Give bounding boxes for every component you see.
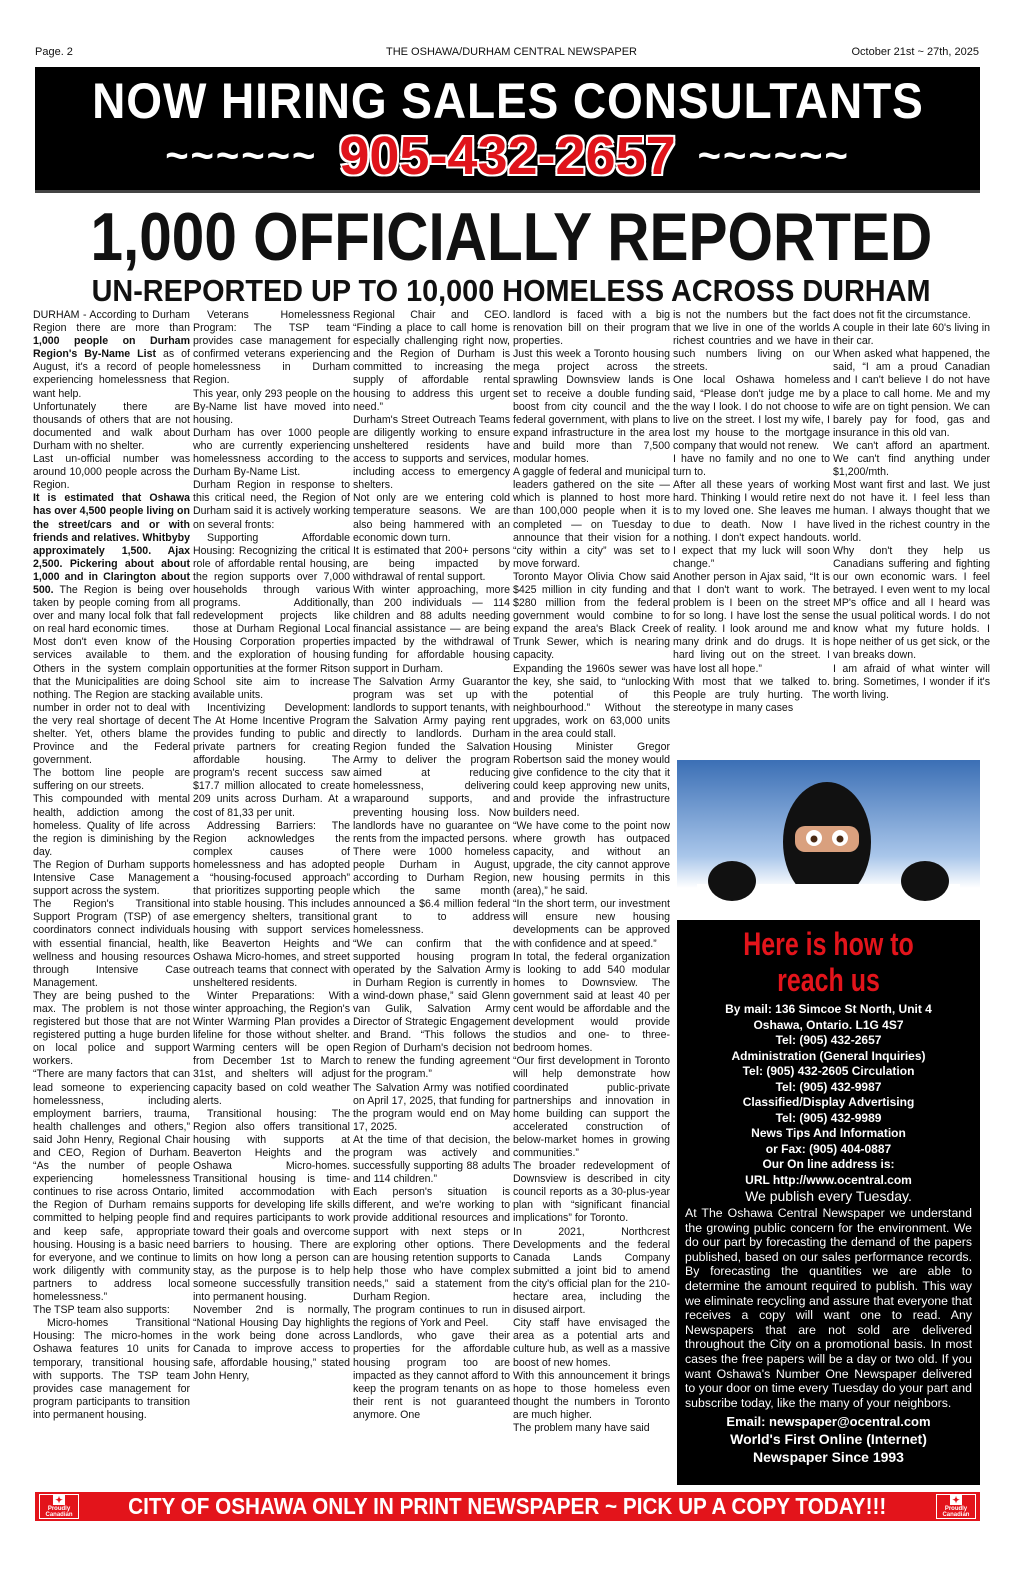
badge-text: Canadian [942,1512,970,1518]
paragraph-text: “In the short term, our investment will ensure new housing developments can be approved with confidence and at speed.” [513,898,670,950]
paragraph-text: They are being pushed to the max. The problem is not those registered but those that are not registered putting a huge burden on local police and support workers. [33,989,190,1068]
subheadline: UN-REPORTED UP TO 10,000 HOMELESS ACROSS DURHAM [92,273,931,308]
article-paragraph [673,453,830,479]
article-paragraph [33,898,190,990]
article-column-3 [353,309,510,1489]
article-paragraph [33,793,190,858]
paragraph-text: The problem many have said [513,1421,650,1434]
paragraph-text: Last un-official number was around 10,000 people across the Region. [33,453,190,492]
article-paragraph [193,479,350,531]
article-paragraph [833,309,990,322]
article-paragraph [353,1186,510,1304]
paragraph-text: Expanding the 1960s sewer was the key, she said, to “unlocking the potential of this neighbourhood.” Without the upgrades, work on 63,000 units in the area could stall. [513,662,670,740]
article-paragraph [353,938,510,1082]
maple-leaf-icon: ✦ [950,1495,962,1505]
publish-schedule: We publish every Tuesday. [745,1188,912,1204]
paragraph-text: The Region's Transitional Support Program (TSP) of ase coordinators connect individuals with essential financial, health, wellness and housing resources through Intensive Case Management. [33,898,190,989]
article-paragraph [513,663,670,742]
article-paragraph [33,309,190,401]
paragraph-text: landlord is faced with a big renovation bill on their program properties. [513,309,670,348]
article-paragraph [513,1226,670,1318]
hiring-text: NOW HIRING SALES CONSULTANTS [91,73,924,129]
article-paragraph [513,466,670,571]
hiring-phone: 905-432-2657 [339,126,676,186]
proudly-canadian-badge [39,1494,79,1519]
paragraph-text: Most want first and last. We just do not have it. I feel less than human. I always thought that we lived in the richest country in the world. [833,479,990,544]
article-paragraph [513,1317,670,1369]
article-paragraph [673,309,830,374]
paragraph-text: The Salvation Army Guarantor program was set up with landlords to support tenants, with the Salvation Army paying rent directly to landlords. Durham Region funded the Salvation Army to deliver the program aimed at reducing homelessness, delivering wraparound supports, and preventing housing loss. Now landlords have no guarantee on rents from the impacted persons. [353,675,510,845]
article-paragraph [513,348,670,466]
paragraph-text: Micro-homes Transitional Housing: The micro-homes in Oshawa features 10 units for temporary, transitional housing with supports. The TSP team provides case management for program participants to transition into permanent housing. [33,1317,190,1421]
article-paragraph [353,492,510,544]
page-number: Page. 2 [35,46,73,58]
contact-line: Tel: (905) 432-9987 [775,1079,882,1094]
paragraph-text: does not fit the circumstance. [833,309,971,321]
article-paragraph [833,440,990,479]
article-paragraph [513,741,670,820]
article-paragraph [193,1304,350,1383]
article-paragraph [833,348,990,440]
proudly-canadian-badge [936,1494,976,1519]
paragraph-text: Supporting Affordable Housing: Recognizing the critical role of affordable rental housing, the region supports over 7,000 households through various programs. Additionally, redevelopment projects like those at Durham Regional Local Housing Corporation properties and the exploration of housing opportunities at the former Ritson School site aim to increase available units. [193,531,350,701]
article-paragraph [513,1422,670,1435]
article-column-4 [513,309,670,1489]
article-paragraph [33,1304,190,1317]
paragraph-text: A gaggle of federal and municipal leaders gathered on the site — which is planned to host more than 100,000 people when it is completed — on Tuesday to announce that their vision for a “city within a city” was set to move forward. [513,466,670,570]
badge-text: Canadian [45,1512,73,1518]
article-paragraph [33,401,190,453]
paragraph-text: “Our first development in Toronto will help demonstrate how coordinated public-private partnerships and innovation in home building can support the accelerated construction of below-market homes in growing communities.” [513,1055,670,1159]
article-paragraph [353,545,510,584]
paragraph-text: The broader redevelopment of Downsview is described in city council reports as a 30-plus-year plan with “significant financial implications” for Toronto. [513,1160,670,1225]
article-paragraph [353,1082,510,1134]
paragraph-text: The Region of Durham supports Intensive Case Management support across the system. [33,858,190,898]
article-column-6 [833,309,990,754]
paragraph-text: Not only are we entering cold temperature seasons. We are also being hammered with an economic down turn. [353,492,510,544]
article-paragraph [513,1160,670,1225]
paragraph-text: This year, only 293 people on the By-Name list have moved into housing. [193,387,350,426]
article-paragraph [193,309,350,388]
article-paragraph [353,676,510,846]
article-paragraph [33,859,190,898]
paragraph-text: Durham Region in response to this critical need, the Region of Durham said it is actively working on several fronts: [193,479,350,531]
website-url[interactable]: URL http://www.ocentral.com [745,1172,912,1187]
paragraph-text: Addressing Barriers: The Region acknowledges the complex causes of homelessness and has adopted a “housing-focused approach” that prioritizes supporting people into stable housing. This includes emergency shelters, transitional housing with support services like Beaverton Heights and Oshawa Micro-homes, and street outreach teams that connect with unsheltered residents. [193,819,350,989]
newspaper-name: THE OSHAWA/DURHAM CENTRAL NEWSPAPER [386,46,637,58]
paragraph-text: is not the numbers but the fact that we live in one of the worlds richest countries and we have in such numbers living on our streets. [673,309,830,374]
article-paragraph [33,492,190,636]
article-paragraph [833,545,990,663]
paragraph-text: Toronto Mayor Olivia Chow said $425 million in city funding and $280 million from the federal government would combine to expand the area's Black Creek Trunk Sewer, which is nearing capacity. [513,570,670,662]
paragraph-text: I have no family and no one to turn to. [673,453,830,479]
maple-leaf-icon: ✦ [53,1495,65,1505]
article-paragraph [33,767,190,793]
contact-line: Tel: (905) 432-2605 Circulation [742,1064,915,1078]
footer-banner [35,1492,980,1521]
paragraph-text: Transitional housing: The Region also offers transitional housing with supports at Beaverton Heights and the Oshawa Micro-homes. Transitional housing is time-limited accommodation with supports for developing life skills and requires participants to work toward their goals and overcome barriers to housing. There are limits on how long a person can stay, as the purpose is to help someone successfully transition into permanent housing. [193,1107,350,1304]
article-paragraph [833,322,990,348]
since-line-2: Newspaper Since 1993 [753,1449,904,1466]
paragraph-text: “We have come to the point now where growth has outpaced capacity, and without an upgrade, the city cannot approve new housing permits in this (area),” he said. [513,819,670,898]
paragraph-text: One local Oshawa homeless said, “Please don't judge me by the way I look. I do not choose to live on the street. I lost my wife, I lost my house to the mortgage company that would not renew. [673,374,830,452]
paragraph-text: I am afraid of what winter will bring. Sometimes, I wonder if it's worth living. [833,662,990,701]
article-paragraph [33,1068,190,1304]
paragraph-text: Landlords, who gave their properties for the affordable housing program too are impacted as they cannot afford to keep the program tenants on as their rent is not guaranteed anymore. One [353,1330,510,1421]
paragraph-text: We can't afford an apartment. We can't find anything under $1,200/mth. [833,439,990,479]
paragraph-text: Veterans Homelessness Program: The TSP team provides case management for confirmed veterans experiencing homelessness in Durham Region. [193,309,350,387]
contact-line: Tel: (905) 432-9989 [775,1110,882,1125]
paragraph-text: Winter Preparations: With winter approaching, the Region's Winter Warming Plan provides a lifeline for those without shelter. Warming centers will be open from December 1st to March 31st, and shelters will adjust capacity based on cold weather alerts. [193,989,350,1107]
contact-line: Our On line address is: [762,1157,895,1171]
paragraph-text: In total, the federal organization is looking to add 540 modular homes to Downsview. The government said at least 40 per cent would be affordable and the development would provide studios and one- to three-bedroom homes. [513,950,670,1055]
article-paragraph [353,309,510,414]
paragraph-text: The Salvation Army was notified on April 17, 2025, that funding for the program would end on May 17, 2025. [353,1081,510,1133]
article-paragraph [33,1317,190,1422]
article-paragraph [673,374,830,453]
contact-line: News Tips And Information [751,1126,906,1140]
paragraph-text: November 2nd is normally, “National Housing Day highlights the work being done across Canada to improve access to safe, affordable housing,” stated John Henry, [193,1304,350,1382]
contact-line: Tel: (905) 432-2657 [775,1033,882,1047]
article-paragraph [833,479,990,544]
paragraph-text: It is estimated that 200+ persons are being impacted by withdrawal of rental support. [353,544,510,583]
paragraph-text: as of August, it's a record of people experiencing homelessness that want help. [33,348,190,400]
article-paragraph [353,1330,510,1422]
paragraph-text: Incentivizing Development: The At Home Incentive Program provides funding to public and private partners for creating affordable housing. The program's recent success saw $17.7 million allocated to create 209 units across Durham. At a cost of 81,33 per unit. [193,701,350,819]
article-paragraph [193,388,350,427]
paragraph-text: A couple in their late 60's living in their car. [833,322,990,348]
headline: 1,000 OFFICIALLY REPORTED [90,199,933,275]
article-paragraph [513,820,670,899]
contact-title: Here is how to reach us [743,926,914,998]
hiring-banner [35,67,980,193]
issue-date: October 21st ~ 27th, 2025 [851,46,979,58]
article-paragraph [513,1055,670,1160]
tilde-decoration: ~~~~~~ [697,134,850,178]
article-paragraph [193,427,350,479]
environment-paragraph: At The Oshawa Central Newspaper we understand the growing public concern for the environment. We do our part by forecasting the demand of the papers published, based on our sales performance records. By forecasting the quantities we are able to determine the amount required to publish. This way we eliminate recycling and assure that everyone that receives a copy will want one to read. Any Newspapers that are not sold are delivered throughout the City on a promotional basis. In most cases the free papers will be a day or two old. If you want Oshawa's Number One Newspaper delivered to your door on time every Tuesday do your part and subscribe today, like the many of your neighbors. [685,1206,972,1410]
article-paragraph [673,676,830,715]
article-paragraph [353,846,510,938]
badge-text: Proudly [47,1506,71,1512]
paragraph-text: Durham's Street Outreach Teams are diligently working to ensure unsheltered residents have access to supports and services, including access to emergency shelters. [353,413,510,492]
article-paragraph [193,1108,350,1304]
paragraph-text: After all these years of working hard. Thinking I would retire next to my loved one. She leaves me due to death. Now I have nothing. I don't expect handouts. I expect that my luck will soon change.” [673,479,830,570]
contact-line: Administration (General Inquiries) [731,1048,926,1063]
article-column-5 [673,309,830,754]
badge-text: Proudly [944,1506,968,1512]
article-paragraph [33,636,190,767]
article-paragraph [193,820,350,990]
article-paragraph [353,584,510,676]
article-paragraph [833,663,990,702]
paragraph-text: Housing Minister Gregor Robertson said the money would give confidence to the city that it could keep approving new units, and provide the infrastructure builders need. [513,741,670,819]
paragraph-text: Regional Chair and CEO. “Finding a place to call home is especially challenging right now, and the Region of Durham is committed to increasing the supply of affordable rental housing to address this urgent need.” [353,309,510,413]
paragraph-text: Just this week a Toronto housing mega project across the sprawling Downsview lands is set to receive a double funding boost from city council and the federal government, with plans to expand infrastructure in the area and build more than 7,500 modular homes. [513,348,670,466]
contact-line: Oshawa, Ontario. L1G 4S7 [753,1017,904,1032]
article-paragraph [193,702,350,820]
paragraph-text: With most that we talked to. People are truly hurting. The stereotype in many cases [673,675,830,714]
paragraph-text: City staff have envisaged the area as a potential arts and culture hub, as well as a massive boost of new homes. [513,1317,670,1369]
contact-line: Classified/Display Advertising [742,1095,915,1109]
paragraph-text: The program continues to run in the regions of York and Peel. [353,1304,510,1330]
paragraph-text: With winter approaching, more than 200 individuals — 114 children and 88 adults needing financial assistance — are being impacted by the withdrawal of funding for affordable housing support in Durham. [353,583,510,675]
paragraph-text: Each person's situation is different, and we're working to provide additional resources and support with next steps or exploring other options. There are housing retention supports to help those who have complex needs,” said a statement from Durham Region. [353,1186,510,1304]
article-paragraph [513,309,670,348]
article-paragraph [513,951,670,1056]
paragraph-text: With this announcement it brings hope to those homeless even thought the numbers in Toronto are much higher. [513,1369,670,1421]
article-paragraph [33,990,190,1069]
contact-lines [677,1002,980,1188]
paragraph-text: This compounded with mental health, addiction among the homeless. Quality of life across the region is diminishing by the day. [33,793,190,858]
since-line-1: World's First Online (Internet) [730,1431,927,1448]
article-paragraph [353,414,510,493]
contact-line: or Fax: (905) 404-0887 [765,1141,892,1156]
paragraph-text: The TSP team also supports: [33,1304,170,1317]
paragraph-text: Durham has over 1000 people who are currently experiencing homelessness according to the Durham By-Name List. [193,426,350,479]
contact-email[interactable]: Email: newspaper@ocentral.com [726,1414,931,1430]
paragraph-text: The bottom line people are suffering on our streets. [33,767,190,793]
article-paragraph [513,1370,670,1422]
footer-text: CITY OF OSHAWA ONLY IN PRINT NEWSPAPER ~ PICK UP A COPY TODAY!!! [128,1493,887,1519]
tilde-decoration: ~~~~~~ [165,134,318,178]
article-paragraph [33,453,190,492]
contact-line: By mail: 136 Simcoe St North, Unit 4 [725,1002,932,1016]
bold-text: It is estimated that Oshawa has over 4,500 people living on the street/cars and or with friends and relatives. Whitbyby approximately 1,500. Ajax 2,500. Pickering about about 1,000 and in Clarington about 500. [33,492,190,596]
paragraph-text: “We can confirm that the supported housing program operated by the Salvation Army in Durham Region is currently in a wind-down phase,” said Glenn van Gulik, Salvation Army Director of Strategic Engagement and Brand. “This follows the Region of Durham's decision not to renew the funding agreement for the program.” [353,937,510,1081]
article-column-2 [193,309,350,1489]
paragraph-text: DURHAM - According to Durham Region there are more than [33,309,190,335]
paragraph-text: In 2021, Northcrest Developments and the federal Canada Lands Company submitted a joint bid to amend the city's official plan for the 210-hectare area, including the disused airport. [513,1225,670,1317]
article-paragraph [193,532,350,702]
paragraph-text: “There are many factors that can lead someone to experiencing homelessness, including employment barriers, trauma, health challenges and others,” said John Henry, Regional Chair and CEO, Region of Durham. “As the number of people experiencing homelessness continues to rise across Ontario, the Region of Durham remains committed to helping people find and keep safe, appropriate housing. Housing is a basic need for everyone, and we continue to work diligently with community partners to address local homelessness.” [33,1068,190,1304]
contact-box [677,760,980,1485]
paragraph-text: Another person in Ajax said, “It is that I don't want to work. The problem is I been on the street for so long. I have lost the sense of reality. I look around me and many drink and do drugs. It is hard living out on the street. I have lost all hope.” [673,570,830,675]
article-paragraph [513,571,670,663]
article-paragraph [193,990,350,1108]
masked-burglar-image [677,760,980,920]
paragraph-text: There were 1000 homeless people Durham in August, according to Durham Region, which the same month announced a $6.4 million federal grant to to address homelessness. [353,845,510,937]
paragraph-text: Why don't they help us Canadians suffering and fighting our own economic wars. I feel betrayed. I even went to my local MP's office and all I heard was the usual political words. I do not know what my future holds. I hope neither of us get sick, or the van breaks down. [833,544,990,662]
paragraph-text: Unfortunately there are thousands of others that are not documented and walk about Durham with no shelter. [33,400,190,452]
bold-text: 1,000 people on Durham Region's By-Name List [33,335,190,361]
paragraph-text: At the time of that decision, the program was actively and successfully supporting 88 adults and 114 children.” [353,1133,510,1186]
paragraph-text: The Region is being over taken by people coming from all over and many local folk that fall on real hard economic times. [33,583,190,636]
article-paragraph [513,898,670,950]
paragraph-text: Most don't even know of the services available to them. Others in the system complain that the Municipalities are doing nothing. The Region are stacking number in order not to deal with the very real shortage of decent shelter. Yet, others blame the Province and the Federal government. [33,636,190,767]
article-paragraph [353,1304,510,1330]
article-paragraph [353,1134,510,1186]
paragraph-text: When asked what happened, the said, “I am a proud Canadian and I can't believe I do not have a place to call home. Me and my wife are on tight pension. We can barely pay for food, gas and insurance in this old van. [833,348,990,439]
article-paragraph [673,479,830,571]
article-column-1 [33,309,190,1489]
article-paragraph [673,571,830,676]
